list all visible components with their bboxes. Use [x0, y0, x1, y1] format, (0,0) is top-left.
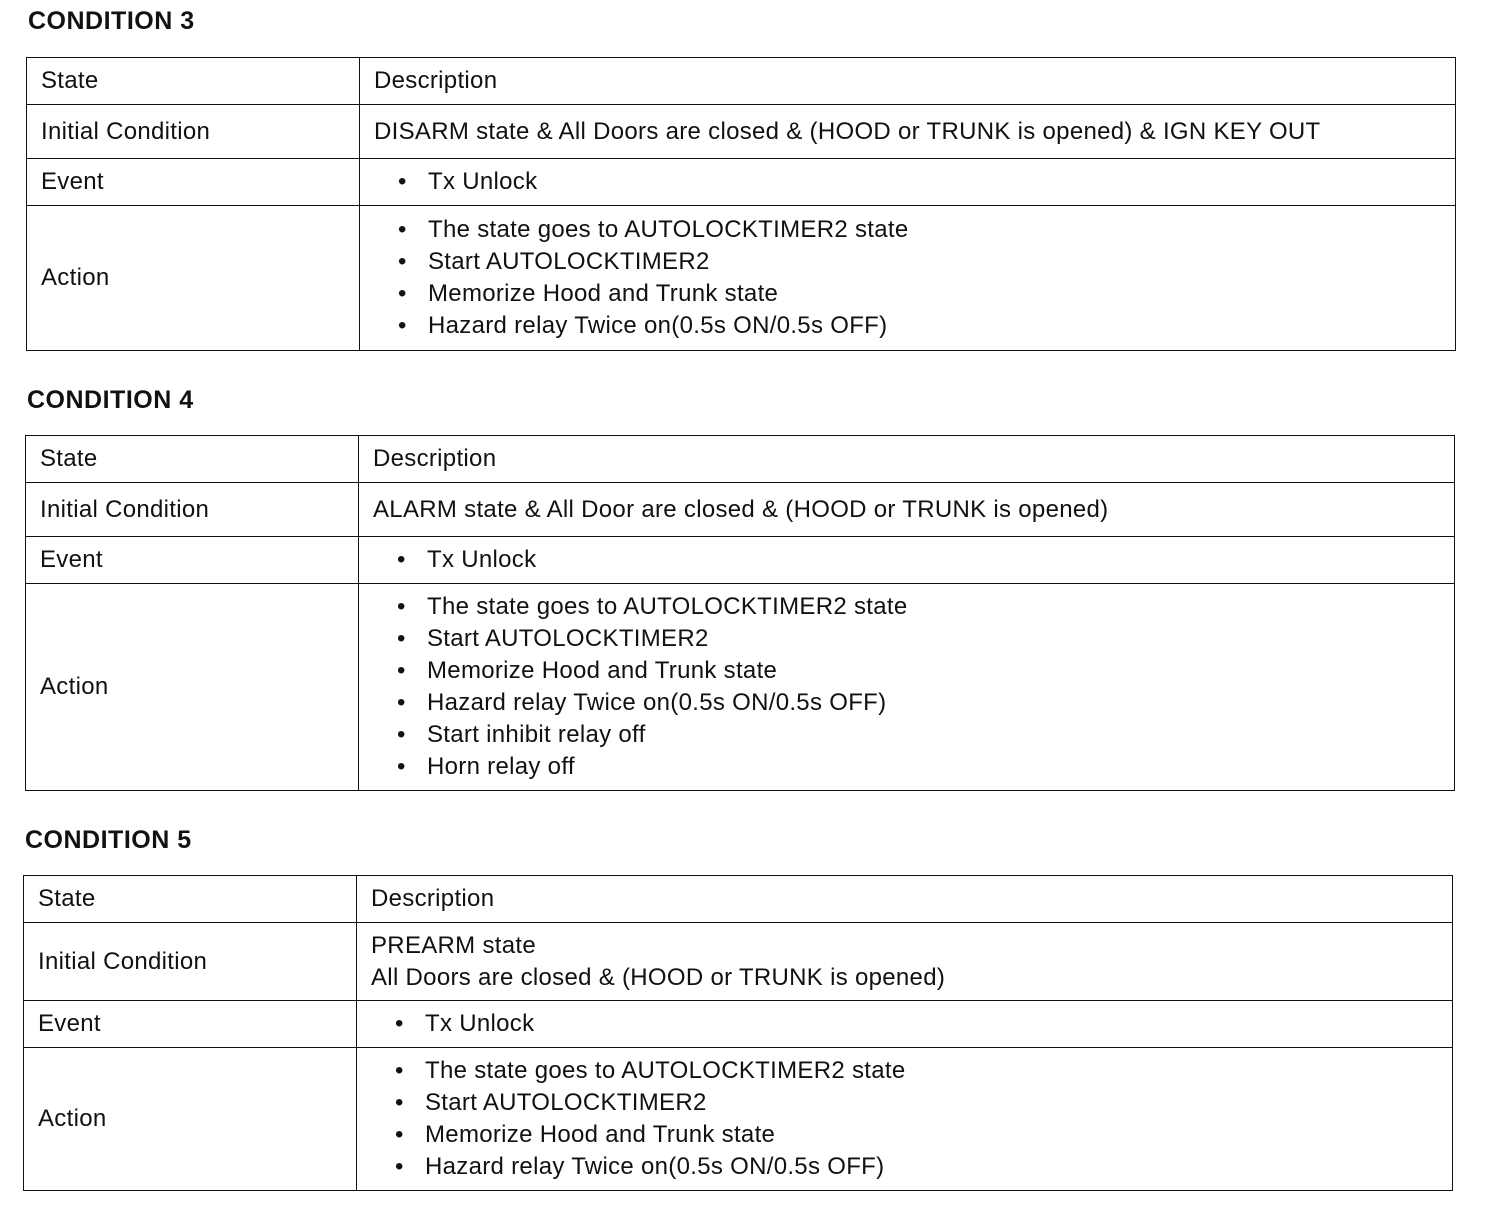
condition-3-title: CONDITION 3: [28, 7, 195, 35]
list-item-text: Start inhibit relay off: [427, 721, 646, 748]
initial-condition-line: DISARM state & All Doors are closed & (HOOD or TRUNK is opened) & IGN KEY OUT: [374, 117, 1321, 145]
list-item: [398, 166, 1455, 198]
event-label: Event: [27, 159, 360, 206]
initial-condition-label: Initial Condition: [24, 923, 357, 1001]
list-item: [397, 591, 1454, 623]
list-item: [397, 687, 1454, 719]
list-item-text: Hazard relay Twice on(0.5s ON/0.5s OFF): [428, 312, 888, 339]
bullet-icon: •: [398, 312, 407, 339]
initial-condition-row: [26, 483, 1455, 537]
list-item: [398, 310, 1455, 342]
list-item-text: Tx Unlock: [428, 168, 538, 195]
bullet-icon: •: [398, 248, 407, 275]
event-row: [27, 159, 1456, 206]
condition-4-table: [25, 435, 1455, 791]
header-row: [24, 876, 1453, 923]
event-label: Event: [24, 1001, 357, 1048]
bullet-icon: •: [395, 1121, 404, 1148]
list-item-text: Hazard relay Twice on(0.5s ON/0.5s OFF): [427, 689, 887, 716]
event-list: [360, 159, 1456, 206]
action-label: Action: [26, 584, 359, 791]
action-list: [357, 1048, 1453, 1191]
bullet-icon: •: [398, 168, 407, 195]
initial-condition-row: [27, 105, 1456, 159]
condition-4-title: CONDITION 4: [27, 386, 194, 414]
list-item-text: Tx Unlock: [427, 546, 537, 573]
list-item-text: Start AUTOLOCKTIMER2: [427, 625, 709, 652]
initial-condition-label: Initial Condition: [27, 105, 360, 159]
initial-condition-value: [360, 105, 1456, 159]
description-header: Description: [360, 58, 1456, 105]
condition-5-table: [23, 875, 1453, 1191]
list-item: [397, 623, 1454, 655]
list-item-text: Hazard relay Twice on(0.5s ON/0.5s OFF): [425, 1153, 885, 1180]
list-item: [395, 1151, 1452, 1183]
list-item-text: Memorize Hood and Trunk state: [425, 1121, 776, 1148]
list-item-text: The state goes to AUTOLOCKTIMER2 state: [428, 216, 909, 243]
description-header: Description: [357, 876, 1453, 923]
action-list: [360, 206, 1456, 351]
state-header: State: [24, 876, 357, 923]
bullet-icon: •: [398, 280, 407, 307]
event-row: [26, 537, 1455, 584]
header-row: [26, 436, 1455, 483]
action-row: [27, 206, 1456, 351]
action-row: [26, 584, 1455, 791]
event-row: [24, 1001, 1453, 1048]
list-item-text: The state goes to AUTOLOCKTIMER2 state: [425, 1057, 906, 1084]
list-item-text: Start AUTOLOCKTIMER2: [428, 248, 710, 275]
list-item-text: Memorize Hood and Trunk state: [428, 280, 779, 307]
list-item-text: Horn relay off: [427, 753, 575, 780]
list-item: [395, 1087, 1452, 1119]
bullet-icon: •: [398, 216, 407, 243]
list-item: [395, 1008, 1452, 1040]
bullet-icon: •: [395, 1153, 404, 1180]
action-list: [359, 584, 1455, 791]
description-header: Description: [359, 436, 1455, 483]
bullet-icon: •: [397, 689, 406, 716]
initial-condition-value: [357, 923, 1453, 1001]
bullet-icon: •: [397, 625, 406, 652]
initial-condition-row: [24, 923, 1453, 1001]
header-row: [27, 58, 1456, 105]
bullet-icon: •: [397, 546, 406, 573]
list-item: [397, 719, 1454, 751]
bullet-icon: •: [395, 1057, 404, 1084]
action-row: [24, 1048, 1453, 1191]
bullet-icon: •: [397, 593, 406, 620]
bullet-icon: •: [395, 1089, 404, 1116]
initial-condition-value: [359, 483, 1455, 537]
list-item: [397, 544, 1454, 576]
condition-5-title: CONDITION 5: [25, 826, 192, 854]
list-item: [397, 655, 1454, 687]
list-item-text: Start AUTOLOCKTIMER2: [425, 1089, 707, 1116]
list-item-text: The state goes to AUTOLOCKTIMER2 state: [427, 593, 908, 620]
list-item: [398, 246, 1455, 278]
action-label: Action: [27, 206, 360, 351]
action-label: Action: [24, 1048, 357, 1191]
bullet-icon: •: [397, 657, 406, 684]
initial-condition-line: All Doors are closed & (HOOD or TRUNK is opened): [371, 963, 946, 991]
list-item-text: Tx Unlock: [425, 1010, 535, 1037]
event-list: [357, 1001, 1453, 1048]
state-header: State: [26, 436, 359, 483]
state-header: State: [27, 58, 360, 105]
event-label: Event: [26, 537, 359, 584]
list-item: [397, 751, 1454, 783]
list-item: [398, 214, 1455, 246]
initial-condition-line: PREARM state: [371, 931, 536, 959]
initial-condition-label: Initial Condition: [26, 483, 359, 537]
condition-3-table: [26, 57, 1456, 351]
list-item: [395, 1055, 1452, 1087]
bullet-icon: •: [397, 753, 406, 780]
event-list: [359, 537, 1455, 584]
bullet-icon: •: [395, 1010, 404, 1037]
list-item: [398, 278, 1455, 310]
list-item-text: Memorize Hood and Trunk state: [427, 657, 778, 684]
initial-condition-line: ALARM state & All Door are closed & (HOOD or TRUNK is opened): [373, 495, 1109, 523]
bullet-icon: •: [397, 721, 406, 748]
list-item: [395, 1119, 1452, 1151]
